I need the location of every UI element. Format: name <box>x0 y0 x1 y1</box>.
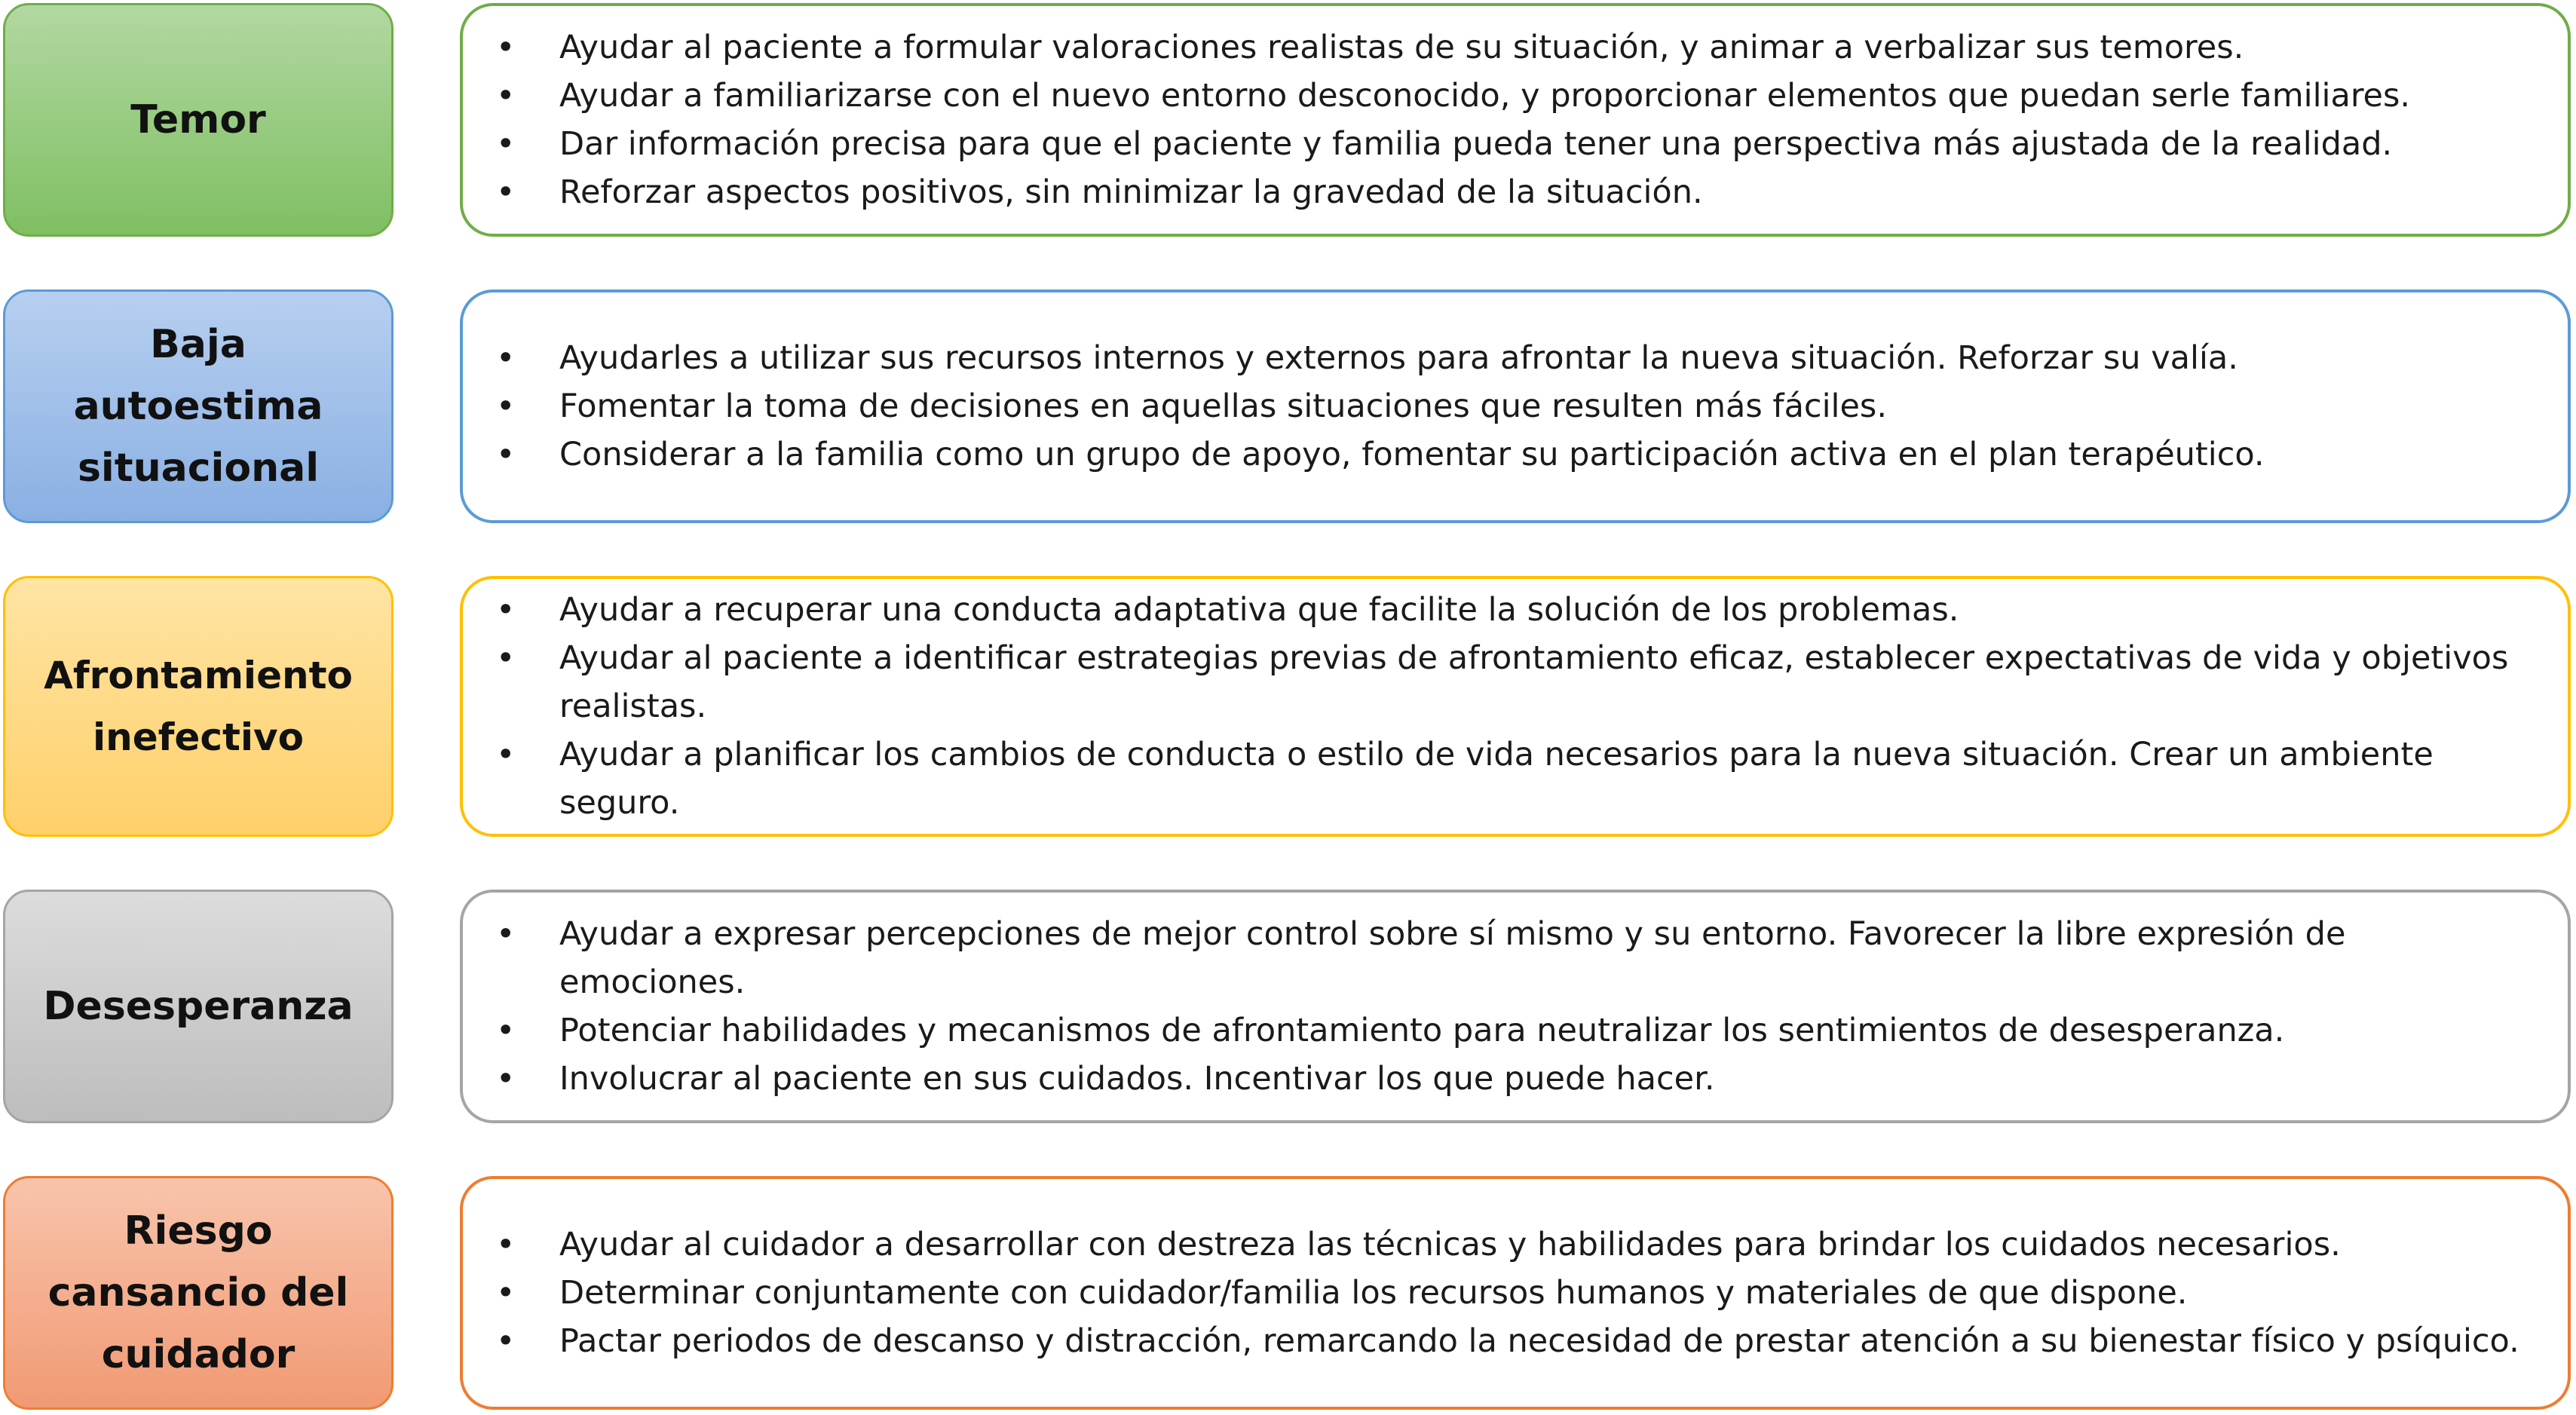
intervention-item: • Potenciar habilidades y mecanismos de afrontamiento para neutralizar los sentimientos de desesperanza. <box>559 1006 2538 1055</box>
intervention-item: • Ayudar al cuidador a desarrollar con destreza las técnicas y habilidades para brindar los cuidados necesarios. <box>559 1221 2538 1269</box>
diagnosis-label: Desesperanza <box>43 984 354 1029</box>
diagnosis-row-baja-autoestima <box>0 289 2576 523</box>
interventions-list <box>463 1221 2568 1365</box>
diagnosis-label-box <box>3 3 394 237</box>
intervention-item: • Ayudar a planificar los cambios de conducta o estilo de vida necesarios para la nueva situación. Crear un ambiente seguro. <box>559 730 2538 827</box>
intervention-item: • Ayudar a expresar percepciones de mejor control sobre sí mismo y su entorno. Favorecer la libre expresión de emociones. <box>559 910 2538 1006</box>
interventions-list <box>463 23 2568 216</box>
diagnosis-row-desesperanza <box>0 890 2576 1123</box>
diagnosis-label-box <box>3 890 394 1123</box>
diagnosis-row-riesgo-cansancio <box>0 1176 2576 1410</box>
interventions-box <box>460 1176 2571 1410</box>
intervention-item: • Determinar conjuntamente con cuidador/familia los recursos humanos y materiales de que dispone. <box>559 1269 2538 1317</box>
intervention-item: • Considerar a la familia como un grupo de apoyo, fomentar su participación activa en el plan terapéutico. <box>559 430 2538 479</box>
intervention-item: • Involucrar al paciente en sus cuidados. Incentivar los que puede hacer. <box>559 1055 2538 1103</box>
intervention-item: • Fomentar la toma de decisiones en aquellas situaciones que resulten más fáciles. <box>559 382 2538 430</box>
intervention-item: • Ayudar a familiarizarse con el nuevo entorno desconocido, y proporcionar elementos que puedan serle familiares. <box>559 72 2538 120</box>
intervention-item: • Ayudar a recuperar una conducta adaptativa que facilite la solución de los problemas. <box>559 586 2538 634</box>
interventions-list <box>463 910 2568 1103</box>
diagnosis-label-box <box>3 576 394 837</box>
intervention-item: • Pactar periodos de descanso y distracción, remarcando la necesidad de prestar atención a su bienestar físico y psíquico. <box>559 1317 2538 1365</box>
interventions-box <box>460 3 2571 237</box>
intervention-item: • Ayudar al paciente a identificar estrategias previas de afrontamiento eficaz, establecer expectativas de vida y objetivos realistas. <box>559 634 2538 730</box>
intervention-item: • Reforzar aspectos positivos, sin minimizar la gravedad de la situación. <box>559 168 2538 216</box>
diagnosis-row-temor <box>0 3 2576 237</box>
diagnosis-label: Afrontamiento inefectivo <box>44 654 353 759</box>
interventions-list <box>463 334 2568 479</box>
interventions-box <box>460 890 2571 1123</box>
diagnosis-label: Temor <box>130 97 266 142</box>
diagnosis-label-box <box>3 289 394 523</box>
intervention-item: • Dar información precisa para que el paciente y familia pueda tener una perspectiva más ajustada de la realidad. <box>559 120 2538 168</box>
intervention-item: • Ayudar al paciente a formular valoraciones realistas de su situación, y animar a verbalizar sus temores. <box>559 23 2538 72</box>
interventions-list <box>463 586 2568 827</box>
diagnosis-label: Baja autoestima situacional <box>73 322 323 491</box>
diagnosis-label-box <box>3 1176 394 1410</box>
diagnosis-row-afrontamiento <box>0 576 2576 837</box>
interventions-box <box>460 289 2571 523</box>
interventions-box <box>460 576 2571 837</box>
diagnosis-label: Riesgo cansancio del cuidador <box>47 1208 349 1377</box>
intervention-item: • Ayudarles a utilizar sus recursos internos y externos para afrontar la nueva situación. Reforzar su valía. <box>559 334 2538 382</box>
